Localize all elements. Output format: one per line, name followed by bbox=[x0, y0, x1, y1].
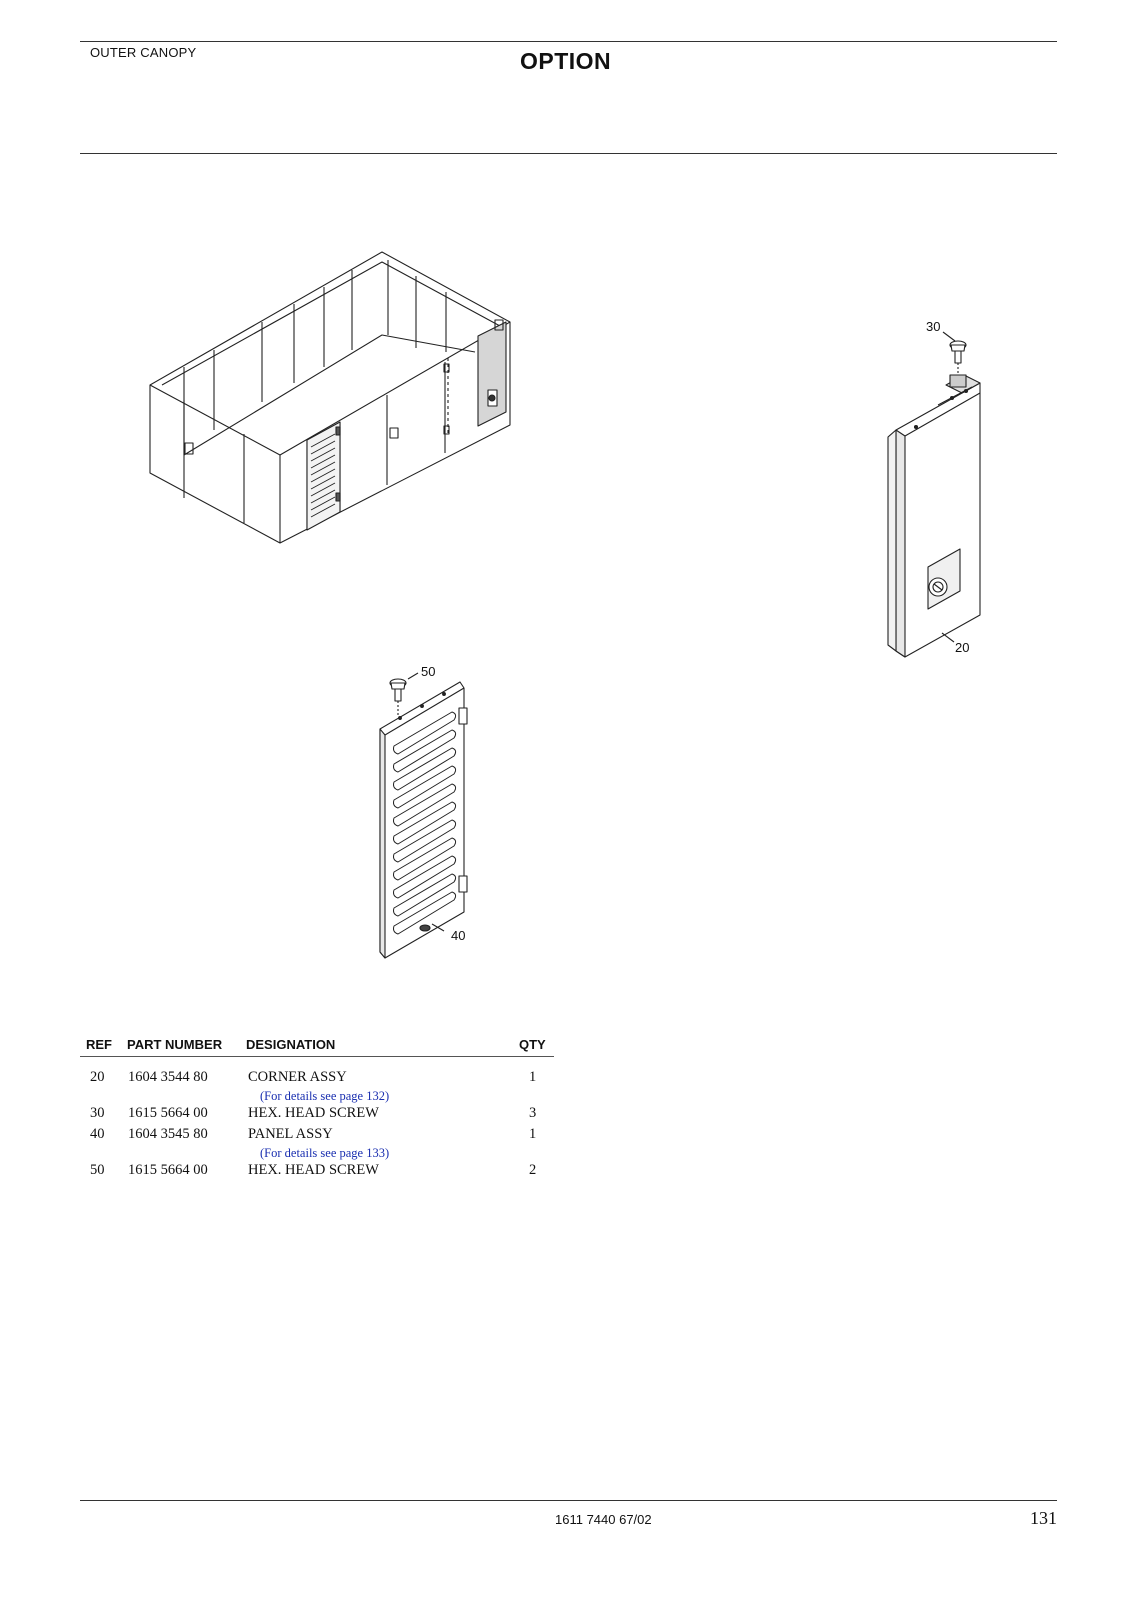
table-header bbox=[80, 1036, 554, 1057]
row-ref: 30 bbox=[90, 1105, 105, 1121]
row-note-text[interactable]: (For details see page 133) bbox=[260, 1146, 390, 1160]
page-title: OPTION bbox=[520, 48, 612, 74]
footer-rule bbox=[80, 1500, 1057, 1501]
page-number: 131 bbox=[1030, 1508, 1057, 1528]
row-qty: 3 bbox=[529, 1105, 537, 1121]
row-part-number: 1604 3544 80 bbox=[128, 1069, 208, 1085]
header-bottom-rule bbox=[80, 153, 1057, 154]
table-row bbox=[80, 1126, 554, 1145]
document-number: 1611 7440 67/02 bbox=[555, 1512, 652, 1527]
row-qty: 1 bbox=[529, 1069, 537, 1085]
section-label: OUTER CANOPY bbox=[90, 45, 197, 60]
row-designation: HEX. HEAD SCREW bbox=[248, 1162, 379, 1178]
header-top-rule bbox=[80, 41, 1057, 42]
parts-table bbox=[80, 1036, 554, 1181]
row-qty: 2 bbox=[529, 1162, 537, 1178]
row-note-link[interactable] bbox=[80, 1145, 554, 1162]
header-ref: REF bbox=[86, 1037, 112, 1052]
corner-assy-illustration bbox=[880, 315, 1010, 665]
row-note-text[interactable]: (For details see page 132) bbox=[260, 1089, 390, 1103]
header-designation: DESIGNATION bbox=[246, 1037, 336, 1052]
callout-40: 40 bbox=[451, 928, 466, 943]
header-part-number: PART NUMBER bbox=[127, 1037, 223, 1052]
table-row bbox=[80, 1162, 554, 1181]
row-ref: 20 bbox=[90, 1069, 105, 1085]
table-row bbox=[80, 1069, 554, 1088]
canopy-overview-illustration bbox=[140, 240, 530, 560]
row-part-number: 1604 3545 80 bbox=[128, 1126, 208, 1142]
row-designation: HEX. HEAD SCREW bbox=[248, 1105, 379, 1121]
callout-50: 50 bbox=[421, 664, 436, 679]
row-designation: CORNER ASSY bbox=[248, 1069, 347, 1085]
row-part-number: 1615 5664 00 bbox=[128, 1105, 208, 1121]
row-ref: 40 bbox=[90, 1126, 105, 1142]
row-note-link[interactable] bbox=[80, 1088, 554, 1105]
row-part-number: 1615 5664 00 bbox=[128, 1162, 208, 1178]
panel-assy-illustration bbox=[370, 660, 490, 965]
table-row bbox=[80, 1105, 554, 1124]
header-qty: QTY bbox=[519, 1037, 546, 1052]
row-ref: 50 bbox=[90, 1162, 105, 1178]
callout-20: 20 bbox=[955, 640, 970, 655]
row-qty: 1 bbox=[529, 1126, 537, 1142]
callout-30: 30 bbox=[926, 319, 941, 334]
row-designation: PANEL ASSY bbox=[248, 1126, 333, 1142]
